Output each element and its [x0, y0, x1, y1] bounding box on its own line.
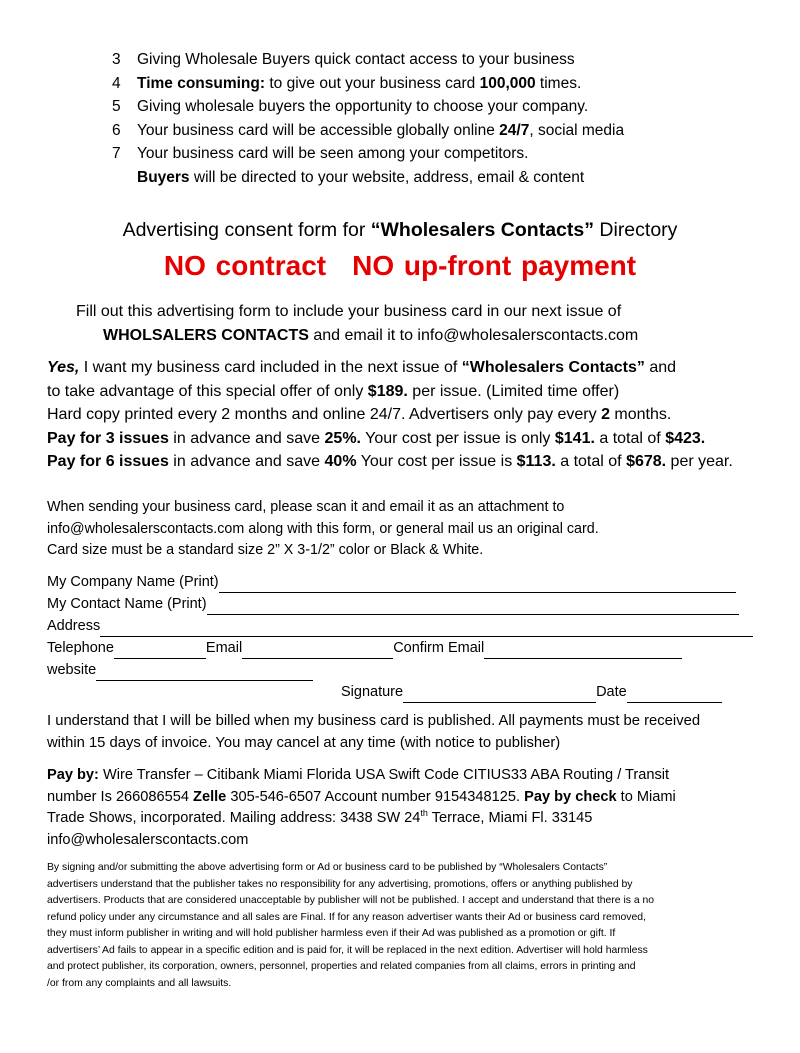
signature-row: Signature Date: [47, 681, 762, 703]
card-instructions: When sending your business card, please scan it and email it as an attachment to info@wholesalerscontacts.com along with this form, or general mail us an original card. Card size must be a standard size 2” X 3-1/2” color or Black & White.: [47, 499, 599, 558]
company-name-field[interactable]: [219, 576, 736, 593]
buyers-note: Buyers will be directed to your website, address, email & content: [137, 168, 585, 186]
website-field[interactable]: [96, 664, 313, 681]
email-field[interactable]: [242, 642, 393, 659]
list-item: 3 Giving Wholesale Buyers quick contact access to your business: [112, 51, 575, 68]
advertising-form: [47, 571, 762, 703]
list-item: 4 Time consuming: to give out your business card 100,000 times.: [112, 74, 582, 92]
date-field[interactable]: [627, 686, 722, 703]
headline-no-contract: NO contract NO up-front payment: [163, 250, 637, 281]
fill-out-instructions: Fill out this advertising form to include your business card in our next issue of WHOLSALERS CONTACTS and email it to info@wholesalerscontacts.com: [76, 303, 639, 344]
billing-statement: I understand that I will be billed when my business card is published. All payments must be received within 15 days of invoice. You may cancel at any time (with notice to publisher): [47, 713, 701, 751]
legal-disclaimer: By signing and/or submitting the above advertising form or Ad or business card to be published by “Wholesalers Contacts” advertisers understand that the publisher takes no responsibility for any advertising, promotions, offers or anything published by advertisers. Products that are considered unacceptable by publisher will not be published. I accept and understand that there is a no refund policy under any circumstance and all sales are Final. If for any reason advertiser wants their Ad or business card removed, they must inform publisher in writing and will hold publisher harmless even if their Ad was published as a promotion or gift. If advertisers’ Ad fails to appear in a specific edition and is paid for, it will be replaced in the next edition. Advertiser will hold harmless and protect publisher, its corporation, owners, personnel, properties and related companies from all claims, errors in printing and /or from any complaints and all lawsuits.: [47, 862, 655, 989]
company-name-row: My Company Name (Print): [47, 571, 762, 593]
confirm-email-field[interactable]: [484, 642, 682, 659]
telephone-field[interactable]: [114, 642, 206, 659]
list-item: 7 Your business card will be seen among your competitors.: [112, 145, 529, 162]
website-row: website: [47, 659, 762, 681]
consent-form-title: Advertising consent form for “Wholesalers Contacts” Directory: [122, 219, 678, 241]
list-item: 6 Your business card will be accessible globally online 24/7, social media: [112, 121, 625, 139]
contact-email: info@wholesalerscontacts.com: [47, 831, 249, 848]
contact-name-row: My Contact Name (Print): [47, 593, 762, 615]
benefits-list: [112, 48, 624, 189]
list-item: 5 Giving wholesale buyers the opportunity to choose your company.: [112, 98, 589, 115]
address-row: Address: [47, 615, 762, 637]
payment-information: Pay by: Wire Transfer – Citibank Miami Florida USA Swift Code CITIUS33 ABA Routing / Transit number Is 266086554 Zelle 305-546-6507 Account number 9154348125. Pay by check to Miami Trade Shows, incorporated. Mailing address: 3438 SW 24th Terrace, Miami Fl. 33145 info@wholesalerscontacts.com: [47, 765, 676, 851]
telephone-email-row: Telephone Email Confirm Email: [47, 637, 762, 659]
address-field[interactable]: [100, 620, 753, 637]
contact-name-field[interactable]: [207, 598, 739, 615]
signature-field[interactable]: [403, 686, 596, 703]
offer-paragraph: Yes, I want my business card included in the next issue of “Wholesalers Contacts” and to take advantage of this special offer of only $189. per issue. (Limited time offer) Hard copy printed every 2 months and online 24/7. Advertisers only pay every 2 months. Pay for 3 issues in advance and save 25%. Your cost per issue is only $141. a total of $423. Pay for 6 issues in advance and save 40% Your cost per issue is $113. a total of $678. per year.: [47, 359, 733, 470]
